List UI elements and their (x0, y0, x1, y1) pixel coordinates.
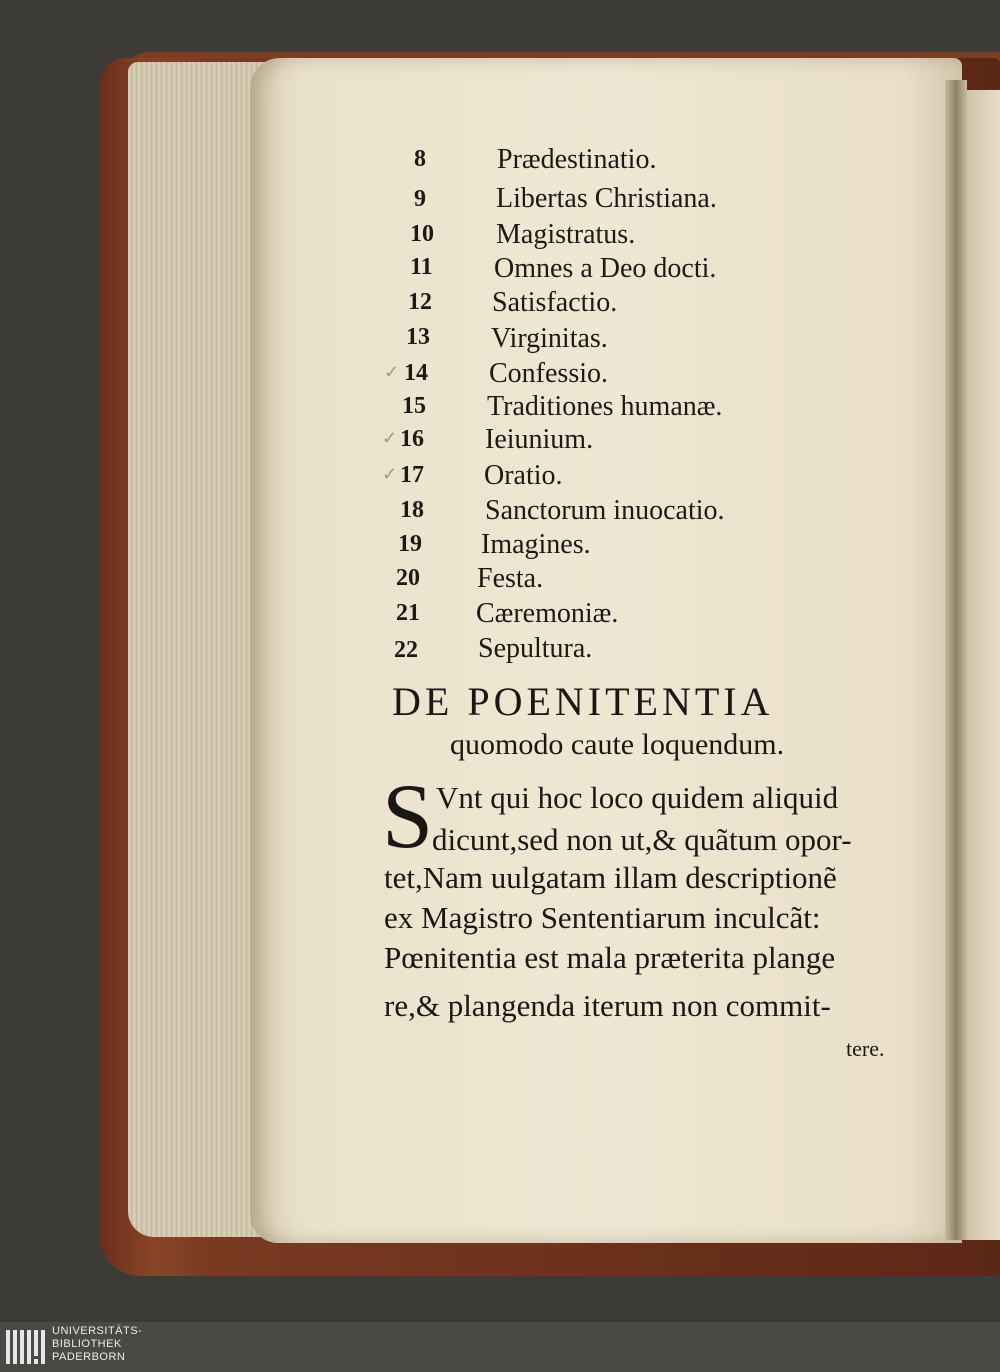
toc-number: 14 (404, 360, 428, 386)
toc-title: Imagines. (481, 529, 591, 560)
toc-title: Traditiones humanæ. (487, 391, 723, 422)
body-line: dicunt,sed non ut,& quãtum opor- (432, 822, 852, 857)
toc-title: Libertas Christiana. (496, 183, 717, 214)
toc-number: 9 (414, 186, 426, 212)
toc-number: 21 (396, 600, 420, 626)
toc-title: Ieiunium. (485, 424, 594, 455)
library-name-line: BIBLIOTHEK (52, 1338, 122, 1350)
toc-title: Confessio. (489, 358, 608, 389)
footer-bar (0, 1322, 1000, 1372)
section-subheading: quomodo caute loquendum. (450, 728, 785, 761)
toc-number: 8 (414, 146, 426, 172)
toc-title: Cæremoniæ. (476, 598, 619, 629)
toc-title: Sanctorum inuocatio. (485, 495, 725, 526)
toc-number: 13 (406, 324, 430, 350)
book-gutter (945, 80, 967, 1240)
toc-title: Prædestinatio. (497, 144, 657, 175)
pencil-mark: ✓ (382, 464, 398, 485)
library-logo-icon (4, 1326, 48, 1368)
drop-cap: S (382, 765, 434, 867)
toc-number: 12 (408, 289, 432, 315)
body-line: ex Magistro Sententiarum inculcãt: (384, 900, 821, 935)
toc-number: 19 (398, 531, 422, 557)
facing-page (962, 90, 1000, 1240)
toc-title: Sepultura. (478, 633, 593, 664)
toc-number: 17 (400, 462, 424, 488)
body-line: re,& plangenda iterum non commit- (384, 988, 831, 1023)
toc-number: 20 (396, 565, 420, 591)
library-name (52, 1325, 142, 1364)
toc-number: 18 (400, 497, 424, 523)
toc-title: Oratio. (484, 460, 563, 491)
toc-title: Omnes a Deo docti. (494, 253, 717, 284)
toc-title: Virginitas. (491, 323, 608, 354)
pencil-mark: ✓ (384, 362, 400, 383)
toc-number: 16 (400, 426, 424, 452)
toc-number: 22 (394, 637, 418, 663)
toc-title: Magistratus. (496, 219, 636, 250)
body-line: Vnt qui hoc loco quidem aliquid (436, 780, 839, 815)
body-line: Pœnitentia est mala præterita plange (384, 940, 836, 975)
body-line: tet,Nam uulgatam illam descriptionẽ (384, 860, 837, 895)
toc-number: 10 (410, 221, 434, 247)
toc-title: Festa. (477, 563, 544, 594)
toc-number: 11 (410, 254, 433, 280)
toc-title: Satisfactio. (492, 287, 618, 318)
toc-number: 15 (402, 393, 426, 419)
pencil-mark: ✓ (382, 428, 398, 449)
library-name-line: UNIVERSITÄTS- (52, 1325, 143, 1337)
section-heading: DE POENITENTIA (392, 679, 774, 724)
catchword: tere. (846, 1036, 885, 1061)
library-name-line: PADERBORN (52, 1351, 126, 1363)
